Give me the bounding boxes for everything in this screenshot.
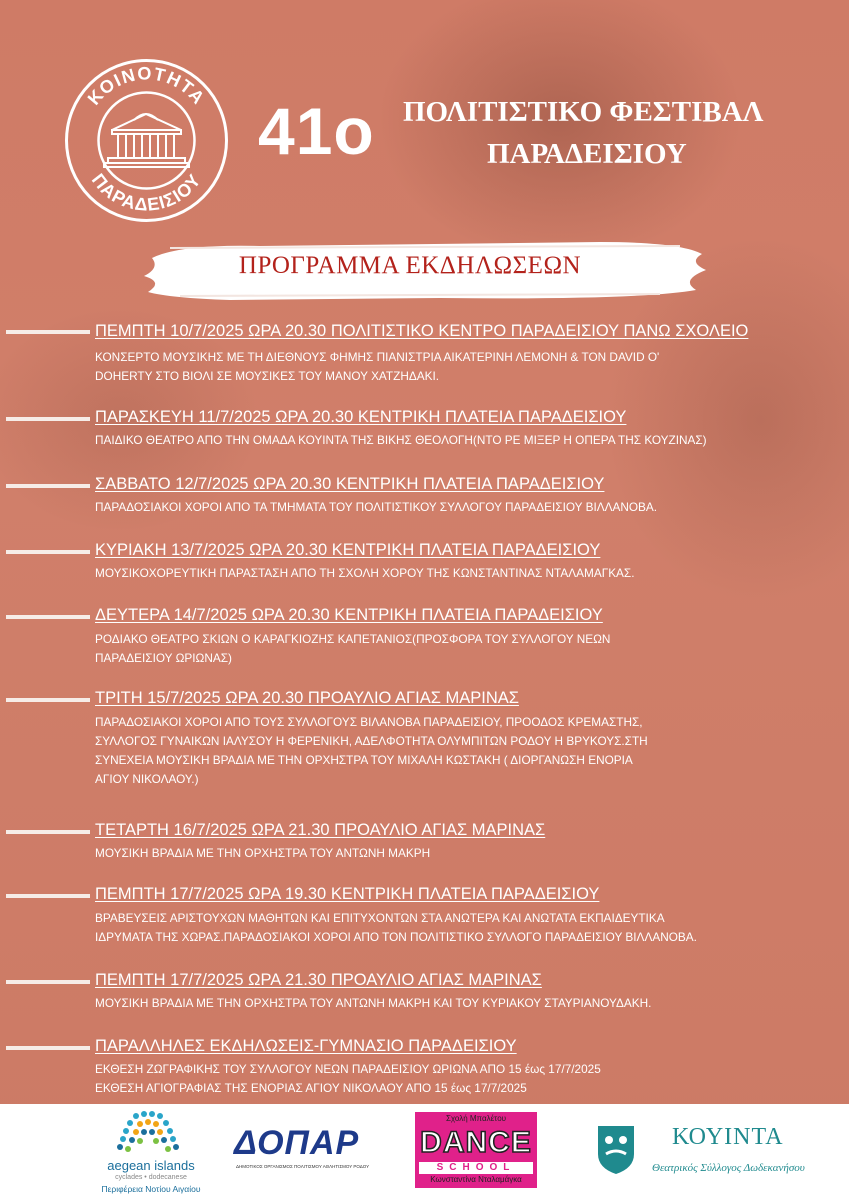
event-description xyxy=(95,348,659,386)
event-bar xyxy=(6,330,90,334)
event-description xyxy=(95,498,657,517)
aegean-region: Περιφέρεια Νοτίου Αιγαίου xyxy=(101,1184,201,1194)
festival-number: 41ο xyxy=(258,94,375,168)
event-bar xyxy=(6,550,90,554)
event-heading: ΣΑΒΒΑΤΟ 12/7/2025 ΩΡΑ 20.30 ΚΕΝΤΡΙΚΗ ΠΛΑΤΕΙΑ ΠΑΡΑΔΕΙΣΙΟΥ xyxy=(95,475,605,493)
event-bar xyxy=(6,698,90,702)
event-bar xyxy=(6,484,90,488)
dance-top: Σχολή Μπαλέτου xyxy=(445,1114,507,1123)
building-icon xyxy=(104,114,189,167)
event-heading: ΠΕΜΠΤΗ 17/7/2025 ΩΡΑ 21.30 ΠΡΟΑΥΛΙΟ ΑΓΙΑΣ ΜΑΡΙΝΑΣ xyxy=(95,971,542,989)
dopar-logo xyxy=(228,1124,368,1184)
event-line: DOHERTY ΣΤΟ ΒΙΟΛΙ ΣΕ ΜΟΥΣΙΚΕΣ ΤΟΥ ΜΑΝΟΥ ΧΑΤΖΗΔΑΚΙ. xyxy=(95,369,440,383)
event-description xyxy=(95,630,610,668)
event-line: ΜΟΥΣΙΚΗ ΒΡΑΔΙΑ ΜΕ ΤΗΝ ΟΡΧΗΣΤΡΑ ΤΟΥ ΑΝΤΩΝΗ ΜΑΚΡΗ xyxy=(95,846,431,860)
event-line: ΙΔΡΥΜΑΤΑ ΤΗΣ ΧΩΡΑΣ.ΠΑΡΑΔΟΣΙΑΚΟΙ ΧΟΡΟΙ ΑΠΟ ΤΟΝ ΠΟΛΙΤΙΣΤΙΚΟ ΣΥΛΛΟΓΟ ΠΑΡΑΔΕΙΣΙΟΥ ΒΙΛΛΑΝΟΒΑ. xyxy=(95,930,697,944)
event-heading: ΔΕΥΤΕΡΑ 14/7/2025 ΩΡΑ 20.30 ΚΕΝΤΡΙΚΗ ΠΛΑΤΕΙΑ ΠΑΡΑΔΕΙΣΙΟΥ xyxy=(95,606,603,624)
festival-title-line1: ΠΟΛΙΤΙΣΤΙΚΟ ΦΕΣΤΙΒΑΛ xyxy=(403,96,764,128)
dance-school-logo xyxy=(415,1112,537,1188)
event-description xyxy=(95,909,697,947)
event-bar xyxy=(6,615,90,619)
event-line: ΠΑΙΔΙΚΟ ΘΕΑΤΡΟ ΑΠΟ ΤΗΝ ΟΜΑΔΑ ΚΟΥΙΝΤΑ ΤΗΣ ΒΙΚΗΣ ΘΕΟΛΟΓΗ(ΝΤΟ ΡΕ ΜΙΞΕΡ Η ΟΠΕΡΑ ΤΗΣ ΚΟΥΖΙΝΑΣ) xyxy=(95,433,707,447)
event-description xyxy=(95,994,651,1013)
event-line: ΠΑΡΑΔΟΣΙΑΚΟΙ ΧΟΡΟΙ ΑΠΟ ΤΑ ΤΜΗΜΑΤΑ ΤΟΥ ΠΟΛΙΤΙΣΤΙΚΟΥ ΣΥΛΛΟΓΟΥ ΠΑΡΑΔΕΙΣΙΟΥ ΒΙΛΛΑΝΟΒΑ. xyxy=(95,500,658,514)
event-heading: ΚΥΡΙΑΚΗ 13/7/2025 ΩΡΑ 20.30 ΚΕΝΤΡΙΚΗ ΠΛΑΤΕΙΑ ΠΑΡΑΔΕΙΣΙΟΥ xyxy=(95,541,601,559)
event-line: ΜΟΥΣΙΚΟΧΟΡΕΥΤΙΚΗ ΠΑΡΑΣΤΑΣΗ ΑΠΟ ΤΗ ΣΧΟΛΗ ΧΟΡΟΥ ΤΗΣ ΚΩΝΣΤΑΝΤΙΝΑΣ ΝΤΑΛΑΜΑΓΚΑΣ. xyxy=(95,566,635,580)
event-description xyxy=(95,564,635,583)
community-logo xyxy=(64,58,229,223)
festival-title-line2: ΠΑΡΑΔΕΙΣΙΟΥ xyxy=(487,138,687,170)
logo-top-text: ΚΟΙΝΟΤΗΤΑ xyxy=(83,63,210,109)
event-description xyxy=(95,844,430,863)
aegean-dots-icon xyxy=(96,1108,206,1156)
kouinta-logo xyxy=(592,1116,832,1188)
program-title: ΠΡΟΓΡΑΜΜΑ ΕΚΔΗΛΩΣΕΩΝ xyxy=(238,252,582,279)
kouinta-mask-icon xyxy=(594,1120,638,1180)
event-description xyxy=(95,431,707,450)
event-line: ΕΚΘΕΣΗ ΑΓΙΟΓΡΑΦΙΑΣ ΤΗΣ ΕΝΟΡΙΑΣ ΑΓΙΟΥ ΝΙΚΟΛΑΟΥ ΑΠΟ 15 έως 17/7/2025 xyxy=(95,1081,527,1095)
dopar-name: ΔΟΠΑΡ xyxy=(234,1124,360,1162)
svg-text:ΚΟΙΝΟΤΗΤΑ xyxy=(84,63,209,108)
event-heading: ΤΡΙΤΗ 15/7/2025 ΩΡΑ 20.30 ΠΡΟΑΥΛΙΟ ΑΓΙΑΣ ΜΑΡΙΝΑΣ xyxy=(95,689,519,707)
event-description xyxy=(95,713,648,789)
dopar-sub: ΔΗΜΟΤΙΚΟΣ ΟΡΓΑΝΙΣΜΟΣ ΠΟΛΙΤΙΣΜΟΥ ΑΘΛΗΤΙΣΜΟΥ ΡΟΔΟΥ xyxy=(236,1164,370,1169)
event-line: ΜΟΥΣΙΚΗ ΒΡΑΔΙΑ ΜΕ ΤΗΝ ΟΡΧΗΣΤΡΑ ΤΟΥ ΑΝΤΩΝΗ ΜΑΚΡΗ ΚΑΙ ΤΟΥ ΚΥΡΙΑΚΟΥ ΣΤΑΥΡΙΑΝΟΥΔΑΚΗ. xyxy=(95,996,652,1010)
logo-bottom-text: ΠΑΡΑΔΕΙΣΙΟΥ xyxy=(87,169,206,215)
event-description xyxy=(95,1060,601,1098)
event-heading: ΠΕΜΠΤΗ 10/7/2025 ΩΡΑ 20.30 ΠΟΛΙΤΙΣΤΙΚΟ ΚΕΝΤΡΟ ΠΑΡΑΔΕΙΣΙΟΥ ΠΑΝΩ ΣΧΟΛΕΙΟ xyxy=(95,322,749,340)
dance-school: SCHOOL xyxy=(419,1162,533,1174)
event-line: ΚΟΝΣΕΡΤΟ ΜΟΥΣΙΚΗΣ ΜΕ ΤΗ ΔΙΕΘΝΟΥΣ ΦΗΜΗΣ ΠΙΑΝΙΣΤΡΙΑ ΑΙΚΑΤΕΡΙΝΗ ΛΕΜΟΝΗ & ΤΟΝ DAVID O' xyxy=(95,350,660,364)
dance-owner: Κωνσταντίνα Νταλαμάγκα xyxy=(430,1175,522,1184)
aegean-name: aegean islands xyxy=(107,1158,195,1173)
kouinta-sub: Θεατρικός Σύλλογος Δωδεκανήσου xyxy=(652,1162,805,1174)
dance-main: DANCE xyxy=(420,1126,532,1159)
event-line: ΠΑΡΑΔΟΣΙΑΚΟΙ ΧΟΡΟΙ ΑΠΟ ΤΟΥΣ ΣΥΛΛΟΓΟΥΣ ΒΙΛΑΝΟΒΑ ΠΑΡΑΔΕΙΣΙΟΥ, ΠΡΟΟΔΟΣ ΚΡΕΜΑΣΤΗΣ, xyxy=(95,715,643,729)
event-line: ΠΑΡΑΔΕΙΣΙΟΥ ΩΡΙΩΝΑΣ) xyxy=(95,651,232,665)
event-line: ΣΥΝΕΧΕΙΑ ΜΟΥΣΙΚΗ ΒΡΑΔΙΑ ΜΕ ΤΗΝ ΟΡΧΗΣΤΡΑ ΤΟΥ ΜΙΧΑΛΗ ΚΩΣΤΑΚΗ ( ΔΙΟΡΓΑΝΩΣΗ ΕΝΟΡΙΑ xyxy=(95,753,633,767)
event-bar xyxy=(6,980,90,984)
event-line: ΑΓΙΟΥ ΝΙΚΟΛΑΟΥ.) xyxy=(95,772,199,786)
sponsor-footer xyxy=(0,1104,849,1200)
event-line: ΣΥΛΛΟΓΟΣ ΓΥΝΑΙΚΩΝ ΙΑΛΥΣΟΥ Η ΦΕΡΕΝΙΚΗ, ΑΔΕΛΦΟΤΗΤΑ ΟΛΥΜΠΙΤΩΝ ΡΟΔΟΥ Η ΒΡΥΚΟΥΣ.ΣΤΗ xyxy=(95,734,648,748)
event-line: ΕΚΘΕΣΗ ΖΩΓΡΑΦΙΚΗΣ ΤΟΥ ΣΥΛΛΟΓΟΥ ΝΕΩΝ ΠΑΡΑΔΕΙΣΙΟΥ ΩΡΙΩΝΑ ΑΠΟ 15 έως 17/7/2025 xyxy=(95,1062,601,1076)
event-heading: ΤΕΤΑΡΤΗ 16/7/2025 ΩΡΑ 21.30 ΠΡΟΑΥΛΙΟ ΑΓΙΑΣ ΜΑΡΙΝΑΣ xyxy=(95,821,546,839)
event-bar xyxy=(6,894,90,898)
event-bar xyxy=(6,830,90,834)
event-bar xyxy=(6,417,90,421)
event-line: ΒΡΑΒΕΥΣΕΙΣ ΑΡΙΣΤΟΥΧΩΝ ΜΑΘΗΤΩΝ ΚΑΙ ΕΠΙΤΥΧΟΝΤΩΝ ΣΤΑ ΑΝΩΤΕΡΑ ΚΑΙ ΑΝΩΤΑΤΑ ΕΚΠΑΙΔΕΥΤΙΚΑ xyxy=(95,911,665,925)
kouinta-name: ΚΟΥΙΝΤΑ xyxy=(672,1124,784,1150)
aegean-sub: cyclades • dodecanese xyxy=(115,1174,187,1181)
event-line: ΡΟΔΙΑΚΟ ΘΕΑΤΡΟ ΣΚΙΩΝ Ο ΚΑΡΑΓΚΙΟΖΗΣ ΚΑΠΕΤΑΝΙΟΣ(ΠΡΟΣΦΟΡΑ ΤΟΥ ΣΥΛΛΟΓΟΥ ΝΕΩΝ xyxy=(95,632,611,646)
event-heading: ΠΑΡΑΣΚΕΥΗ 11/7/2025 ΩΡΑ 20.30 ΚΕΝΤΡΙΚΗ ΠΛΑΤΕΙΑ ΠΑΡΑΔΕΙΣΙΟΥ xyxy=(95,408,627,426)
event-heading: ΠΕΜΠΤΗ 17/7/2025 ΩΡΑ 19.30 ΚΕΝΤΡΙΚΗ ΠΛΑΤΕΙΑ ΠΑΡΑΔΕΙΣΙΟΥ xyxy=(95,885,600,903)
event-heading: ΠΑΡΑΛΛΗΛΕΣ ΕΚΔΗΛΩΣΕΙΣ-ΓΥΜΝΑΣΙΟ ΠΑΡΑΔΕΙΣΙΟΥ xyxy=(95,1037,517,1055)
aegean-islands-logo xyxy=(96,1108,206,1198)
event-bar xyxy=(6,1046,90,1050)
